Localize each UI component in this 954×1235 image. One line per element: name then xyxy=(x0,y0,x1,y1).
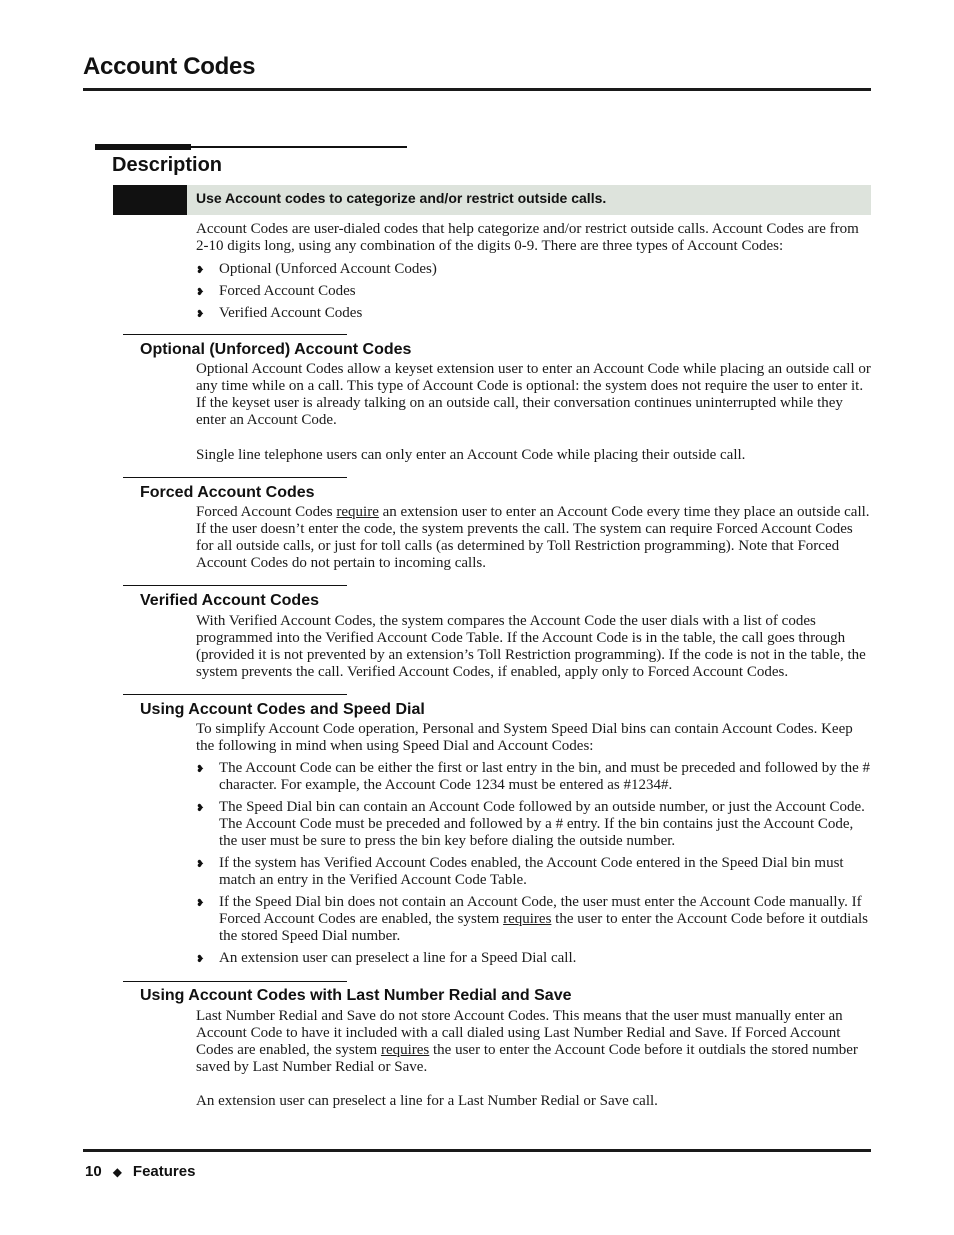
emphasis-require: require xyxy=(336,504,379,520)
bullet-icon: ❥ xyxy=(196,859,205,870)
section-rule xyxy=(123,477,347,478)
list-item-text: If the Speed Dial bin does not contain an Account Code, the user must enter the Account Code manually. If Forced Account Codes are enabled, the system requires the user to enter the Account Code before it outdials the stored Speed Dial number. xyxy=(219,894,868,944)
list-item-text: Forced Account Codes xyxy=(219,283,356,299)
heading-bar-thin xyxy=(95,146,407,148)
optional-paragraph-2: Single line telephone users can only enter an Account Code while placing their outside call. xyxy=(196,447,746,463)
verified-paragraph: With Verified Account Codes, the system compares the Account Code the user dials with a list of codes programmed into the Verified Account Code Table. If the Account Code is in the table, the call goes through (provided it is not prevented by an extension’s Toll Restriction programming). If the code is not in the table, the system prevents the call. Verified Account Codes, if enabled, apply only to Forced Account Codes. xyxy=(196,613,866,680)
section-rule xyxy=(123,334,347,335)
bullet-icon: ❥ xyxy=(196,265,205,276)
verified-heading: Verified Account Codes xyxy=(140,592,319,609)
speed-dial-heading: Using Account Codes and Speed Dial xyxy=(140,701,425,718)
optional-heading: Optional (Unforced) Account Codes xyxy=(140,341,412,358)
optional-paragraph-1: Optional Account Codes allow a keyset extension user to enter an Account Code while placing an outside call or any time while on a call. This type of Account Code is optional: the system does not require the user to enter it. If the keyset user is already talking on an outside call, their conversation continues uninterrupted while they enter an Account Code. xyxy=(196,361,871,428)
forced-paragraph: Forced Account Codes require an extension user to enter an Account Code every time they place an outside call. If the user doesn’t enter the code, the system prevents the call. The system can require Forced Account Codes for all outside calls, or just for toll calls (as determined by Toll Restriction programming). Note that Forced Account Codes do not pertain to incoming calls. xyxy=(196,504,870,571)
section-rule xyxy=(123,694,347,695)
page-number: 10 xyxy=(85,1163,102,1180)
list-item-text: The Speed Dial bin can contain an Account Code followed by an outside number, or just the Account Code. The Account Code must be preceded and followed by a # entry. If the bin contains just the Account Code, the user must be sure to press the bin key before dialing the outside number. xyxy=(219,799,865,849)
bullet-icon: ❥ xyxy=(196,764,205,775)
list-item xyxy=(196,950,872,967)
list-item xyxy=(196,305,872,322)
account-code-types-list xyxy=(196,261,872,322)
redial-paragraph-1: Last Number Redial and Save do not store Account Codes. This means that the user must manually enter an Account Code to have it included with a call dialed using Last Number Redial and Save. If Forced Account Codes are enabled, the system requires the user to enter the Account Code before it outdials the stored number saved by Last Number Redial or Save. xyxy=(196,1008,858,1075)
chapter-title: Account Codes xyxy=(83,53,256,80)
list-item xyxy=(196,760,872,794)
redial-heading: Using Account Codes with Last Number Redial and Save xyxy=(140,987,572,1004)
bullet-icon: ❥ xyxy=(196,898,205,909)
list-item-text: Verified Account Codes xyxy=(219,305,363,321)
redial-paragraph-2: An extension user can preselect a line for a Last Number Redial or Save call. xyxy=(196,1093,658,1109)
bullet-icon: ❥ xyxy=(196,287,205,298)
list-item xyxy=(196,261,872,278)
list-item xyxy=(196,283,872,300)
list-item-text: Optional (Unforced Account Codes) xyxy=(219,261,437,277)
emphasis-requires: requires xyxy=(380,1042,430,1058)
bullet-icon: ❥ xyxy=(196,954,205,965)
emphasis-requires: requires xyxy=(503,911,552,927)
description-intro: Account Codes are user-dialed codes that help categorize and/or restrict outside calls. Account Codes are from 2-10 digits long, using any combination of the digits 0-9. There are three types of Account Codes: xyxy=(196,221,859,254)
list-item xyxy=(196,855,872,889)
list-item xyxy=(196,799,872,850)
speed-dial-list xyxy=(196,760,872,967)
forced-heading: Forced Account Codes xyxy=(140,484,315,501)
section-rule xyxy=(123,981,347,982)
bullet-icon: ❥ xyxy=(196,803,205,814)
list-item xyxy=(196,894,872,945)
footer-section: Features xyxy=(132,1163,196,1180)
page-footer xyxy=(85,1163,195,1180)
summary-box xyxy=(113,185,871,215)
section-rule xyxy=(123,585,347,586)
list-item-text: If the system has Verified Account Codes enabled, the Account Code entered in the Speed Dial bin must match an entry in the Verified Account Code Table. xyxy=(219,855,844,888)
top-rule xyxy=(83,88,871,91)
list-item-text: The Account Code can be either the first or last entry in the bin, and must be preceded and followed by the # character. For example, the Account Code 1234 must be entered as #1234#. xyxy=(219,760,871,793)
summary-box-marker xyxy=(113,185,187,215)
list-item-text: An extension user can preselect a line for a Speed Dial call. xyxy=(219,950,577,966)
description-heading: Description xyxy=(112,154,223,176)
bottom-rule xyxy=(83,1149,871,1152)
bullet-icon: ❥ xyxy=(196,309,205,320)
diamond-icon: ◆ xyxy=(112,1165,122,1179)
summary-text: Use Account codes to categorize and/or restrict outside calls. xyxy=(196,190,607,206)
speed-dial-intro: To simplify Account Code operation, Personal and System Speed Dial bins can contain Account Codes. Keep the following in mind when using Speed Dial and Account Codes: xyxy=(196,721,853,754)
